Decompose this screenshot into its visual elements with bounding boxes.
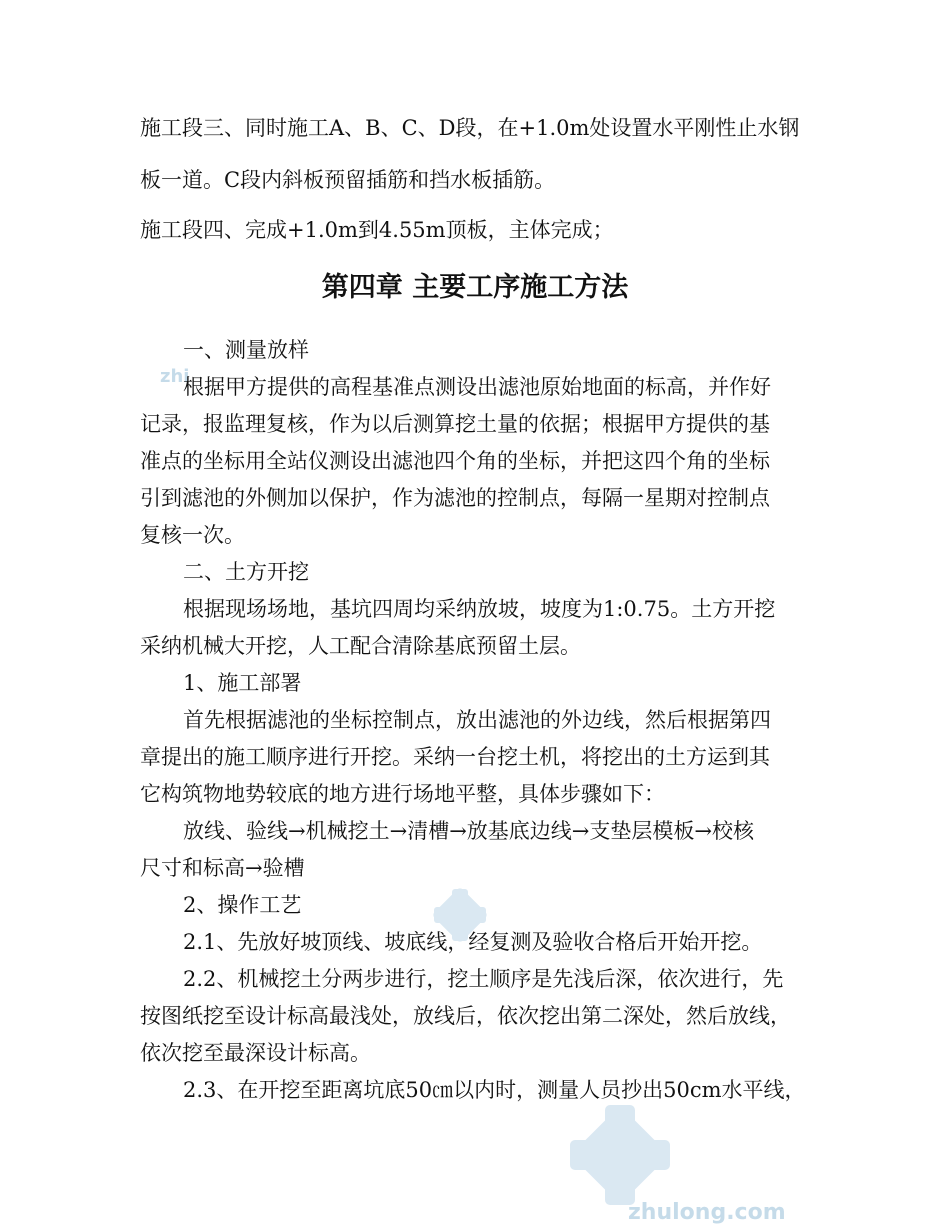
- paragraph-line: 采纳机械大开挖，人工配合清除基底预留土层。: [140, 634, 581, 658]
- watermark-logo-large-icon: [560, 1100, 680, 1210]
- paragraph-line: 记录，报监理复核，作为以后测算挖土量的依据；根据甲方提供的基: [140, 412, 770, 436]
- subsection-heading: 1、施工部署: [183, 671, 302, 695]
- paragraph-line: 施工段三、同时施工A、B、C、D段，在+1.0m处设置水平刚性止水钢: [140, 116, 800, 140]
- paragraph-line: 2.2、机械挖土分两步进行，挖土顺序是先浅后深，依次进行，先: [183, 967, 784, 991]
- paragraph-line: 复核一次。: [140, 523, 245, 547]
- paragraph-line: 引到滤池的外侧加以保护，作为滤池的控制点，每隔一星期对控制点: [140, 486, 770, 510]
- paragraph-line: 2.1、先放好坡顶线、坡底线，经复测及验收合格后开始开挖。: [183, 930, 763, 954]
- paragraph-line: 尺寸和标高→验槽: [140, 856, 305, 880]
- section-heading: 一、测量放样: [183, 338, 309, 362]
- paragraph-line: 根据现场场地，基坑四周均采纳放坡，坡度为1:0.75。土方开挖: [183, 597, 776, 621]
- subsection-heading: 2、操作工艺: [183, 893, 302, 917]
- paragraph-line: 施工段四、完成+1.0m到4.55m顶板，主体完成；: [140, 218, 614, 242]
- paragraph-line: 2.3、在开挖至距离坑底50㎝以内时，测量人员抄出50cm水平线，: [183, 1078, 806, 1102]
- section-heading: 二、土方开挖: [183, 560, 309, 584]
- paragraph-line: 依次挖至最深设计标高。: [140, 1041, 371, 1065]
- paragraph-line: 准点的坐标用全站仪测设出滤池四个角的坐标，并把这四个角的坐标: [140, 449, 770, 473]
- paragraph-line: 放线、验线→机械挖土→清槽→放基底边线→支垫层模板→校核: [183, 819, 754, 843]
- paragraph-line: 章提出的施工顺序进行开挖。采纳一台挖土机，将挖出的土方运到其: [140, 745, 770, 769]
- paragraph-line: 首先根据滤池的坐标控制点，放出滤池的外边线，然后根据第四: [183, 708, 771, 732]
- watermark-text-big: zhulong.com: [628, 1200, 786, 1225]
- paragraph-line: 它构筑物地势较底的地方进行场地平整，具体步骤如下：: [140, 782, 665, 806]
- paragraph-line: 按图纸挖至设计标高最浅处，放线后，依次挖出第二深处，然后放线，: [140, 1004, 791, 1028]
- watermark-text-small: zhi: [160, 366, 190, 387]
- paragraph-line: 板一道。C段内斜板预留插筋和挡水板插筋。: [140, 168, 556, 192]
- chapter-title: 第四章 主要工序施工方法: [321, 272, 629, 303]
- paragraph-line: 根据甲方提供的高程基准点测设出滤池原始地面的标高，并作好: [183, 375, 771, 399]
